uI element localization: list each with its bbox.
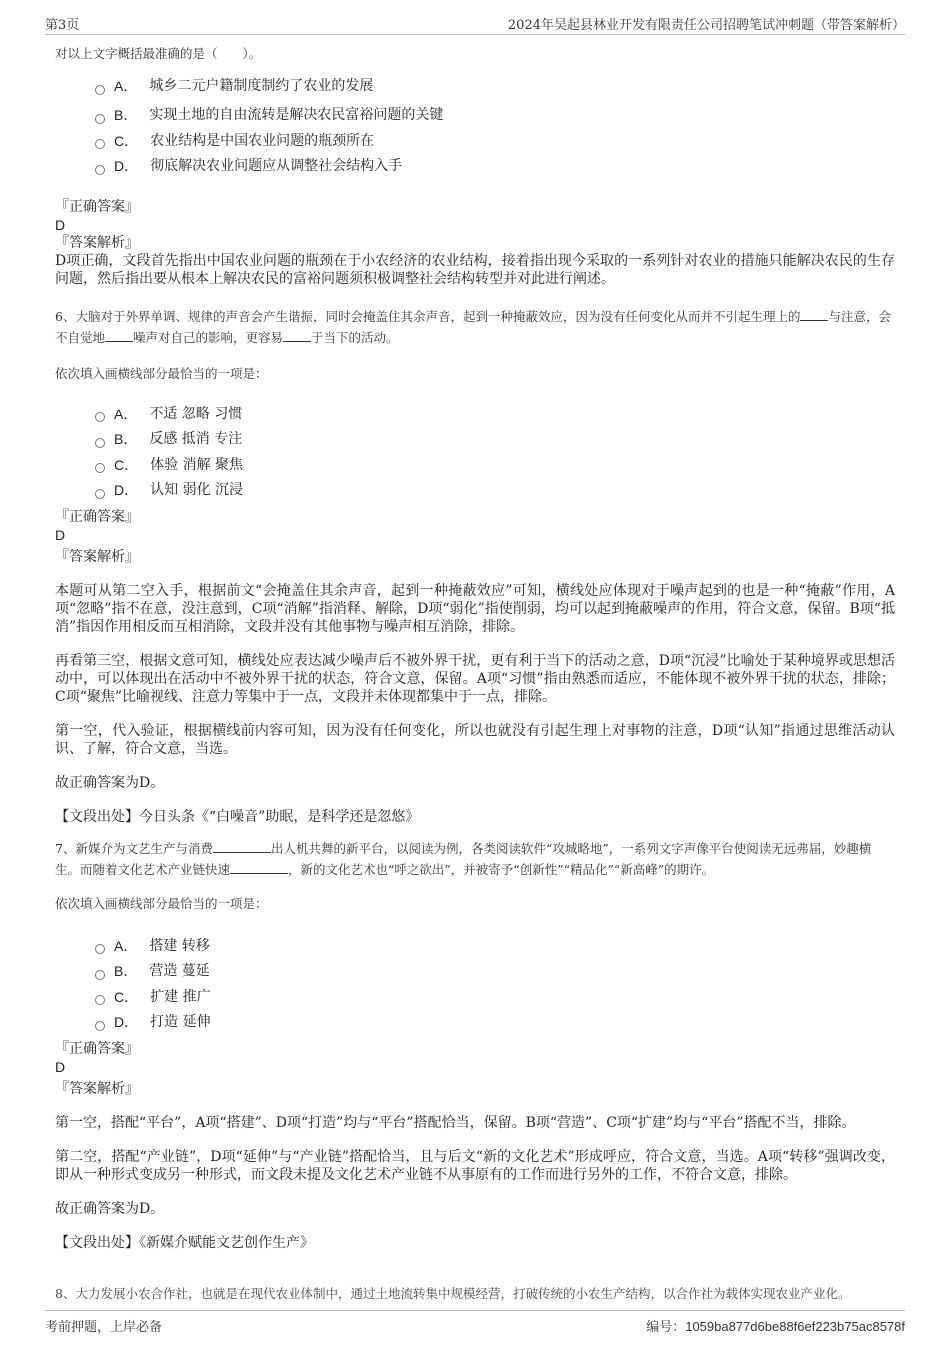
q6-analysis-p4: 故正确答案为D。	[55, 774, 165, 791]
blank-line	[105, 329, 133, 342]
cut-off-next-question: 8、大力发展小农合作社，也就是在现代农业体制中，通过土地流转集中规模经营，打破传统的小农生产结构，以合作社为载体实现农业产业化。	[55, 1286, 851, 1301]
q5-option-c[interactable]: C． 农业结构是中国农业问题的瓶颈所在	[95, 129, 895, 155]
q6-answer: D	[55, 526, 66, 543]
q5-analysis-label: 『答案解析』	[55, 234, 139, 251]
q6-prompt: 依次填入画横线部分最恰当的一项是：	[55, 365, 268, 381]
q7-option-c[interactable]: C． 扩建 推广	[95, 985, 895, 1011]
radio-icon[interactable]	[95, 489, 105, 499]
page-footer	[45, 1310, 905, 1335]
q7-option-d[interactable]: D． 打造 延伸	[95, 1010, 895, 1036]
q7-answer: D	[55, 1058, 66, 1075]
q6-option-c[interactable]: C． 体验 消解 聚焦	[95, 453, 895, 479]
q7-prompt: 依次填入画横线部分最恰当的一项是：	[55, 895, 268, 911]
blank-line	[283, 329, 311, 342]
radio-icon[interactable]	[95, 944, 105, 954]
radio-icon[interactable]	[95, 995, 105, 1005]
q7-option-a[interactable]: A． 搭建 转移	[95, 934, 895, 960]
blank-line	[230, 861, 288, 874]
q5-option-a[interactable]: A． 城乡二元户籍制度制约了农业的发展	[95, 70, 895, 103]
q7-analysis-p2: 第二空，搭配“产业链”，D项“延伸”与“产业链”搭配恰当，且与后文“新的文化艺术”形成呼应，符合文意，当选。A项“转移”强调改变，即从一种形式变成另一种形式，而文段未提及文化艺术产业链不从事原有的工作而进行另外的工作，不符合文意，排除。	[55, 1148, 895, 1183]
radio-icon[interactable]	[95, 1021, 105, 1031]
radio-icon[interactable]	[95, 165, 105, 175]
q7-option-b[interactable]: B． 营造 蔓延	[95, 959, 895, 985]
document-code: 编号：1059ba877d6be88f6ef223b75ac8578f	[646, 1319, 905, 1334]
q6-analysis-label: 『答案解析』	[55, 548, 139, 565]
radio-icon[interactable]	[95, 85, 105, 95]
q6-option-d[interactable]: D． 认知 弱化 沉浸	[95, 478, 895, 504]
radio-icon[interactable]	[95, 438, 105, 448]
q7-stem: 7、新媒介为文艺生产与消费 出人机共舞的新平台，以阅读为例，各类阅读软件“攻城略地”，一系列文字声像平台使阅读无远弗届，妙趣横生。而随着文化艺术产业链快速 ，新的文化艺术也“呼之欲出”，并被寄予“创新性”“精品化”“新高峰”的期许。	[55, 840, 872, 877]
q5-answer-label: 『正确答案』	[55, 198, 139, 215]
radio-icon[interactable]	[95, 114, 105, 124]
radio-icon[interactable]	[95, 139, 105, 149]
q6-source: 【文段出处】今日头条《“白噪音”助眠，是科学还是忽悠》	[55, 808, 420, 825]
q6-analysis-p3: 第一空，代入验证，根据横线前内容可知，因为没有任何变化，所以也就没有引起生理上对事物的注意，D项“认知”指通过思维活动认识、了解，符合文意，当选。	[55, 722, 895, 757]
page-header	[45, 12, 905, 35]
document-title: 2024年吴起县林业开发有限责任公司招聘笔试冲刺题（带答案解析）	[507, 18, 905, 33]
q6-answer-label: 『正确答案』	[55, 508, 139, 525]
q5-options	[95, 70, 895, 180]
q6-options	[95, 402, 895, 504]
q7-answer-label: 『正确答案』	[55, 1040, 139, 1057]
q5-stem-tail: 对以上文字概括最准确的是（ ）。	[55, 46, 262, 61]
q7-analysis-p3: 故正确答案为D。	[55, 1200, 165, 1217]
radio-icon[interactable]	[95, 412, 105, 422]
q7-source: 【文段出处】《新媒介赋能文艺创作生产》	[55, 1234, 314, 1251]
q6-analysis-p2: 再看第三空，根据文意可知，横线处应表达减少噪声后不被外界干扰，更有利于当下的活动之意，D项“沉浸”比喻处于某种境界或思想活动中，可以体现出在活动中不被外界干扰的状态，符合文意，保留。A项“习惯”指由熟悉而适应，不能体现不被外界干扰的状态，排除；C项“聚焦”比喻视线、注意力等集中于一点，文段并未体现都集中于一点，排除。	[55, 652, 895, 705]
q5-analysis: D项正确，文段首先指出中国农业问题的瓶颈在于小农经济的农业结构，接着指出现今采取的一系列针对农业的措施只能解决农民的生存问题，然后指出要从根本上解决农民的富裕问题须积极调整社会结构转型并对此进行阐述。	[55, 252, 895, 287]
q7-analysis-p1: 第一空，搭配“平台”，A项“搭建”、D项“打造”均与“平台”搭配恰当，保留。B项“营造”、C项“扩建”均与“平台”搭配不当，排除。	[55, 1114, 856, 1131]
q5-answer: D	[55, 216, 66, 233]
page-number: 第3页	[45, 18, 80, 33]
q5-option-d[interactable]: D． 彻底解决农业问题应从调整社会结构入手	[95, 154, 895, 180]
q5-option-b[interactable]: B． 实现土地的自由流转是解决农民富裕问题的关键	[95, 103, 895, 129]
q6-option-b[interactable]: B． 反感 抵消 专注	[95, 427, 895, 453]
blank-line	[800, 308, 828, 321]
footer-slogan: 考前押题，上岸必备	[45, 1320, 163, 1335]
radio-icon[interactable]	[95, 970, 105, 980]
q7-analysis-label: 『答案解析』	[55, 1080, 139, 1097]
q7-options	[95, 934, 895, 1036]
q6-stem: 6、大脑对于外界单调、规律的声音会产生谐振，同时会掩盖住其余声音，起到一种掩蔽效应，因为没有任何变化从而并不引起生理上的 与注意，会不自觉地 噪声对自己的影响，更容易 于当下的活动。	[55, 308, 891, 345]
q6-option-a[interactable]: A． 不适 忽略 习惯	[95, 402, 895, 428]
q6-analysis-p1: 本题可从第二空入手，根据前文“会掩盖住其余声音，起到一种掩蔽效应”可知，横线处应体现对于噪声起到的也是一种“掩蔽”作用，A项“忽略”指不在意，没注意到，C项“消解”指消释、解除，D项“弱化”指使削弱，均可以起到掩蔽噪声的作用，符合文意，保留。B项“抵消”指因作用相反而互相消除，文段并没有其他事物与噪声相互消除，排除。	[55, 582, 895, 635]
blank-line	[213, 840, 271, 853]
document-body	[55, 45, 895, 1252]
radio-icon[interactable]	[95, 463, 105, 473]
